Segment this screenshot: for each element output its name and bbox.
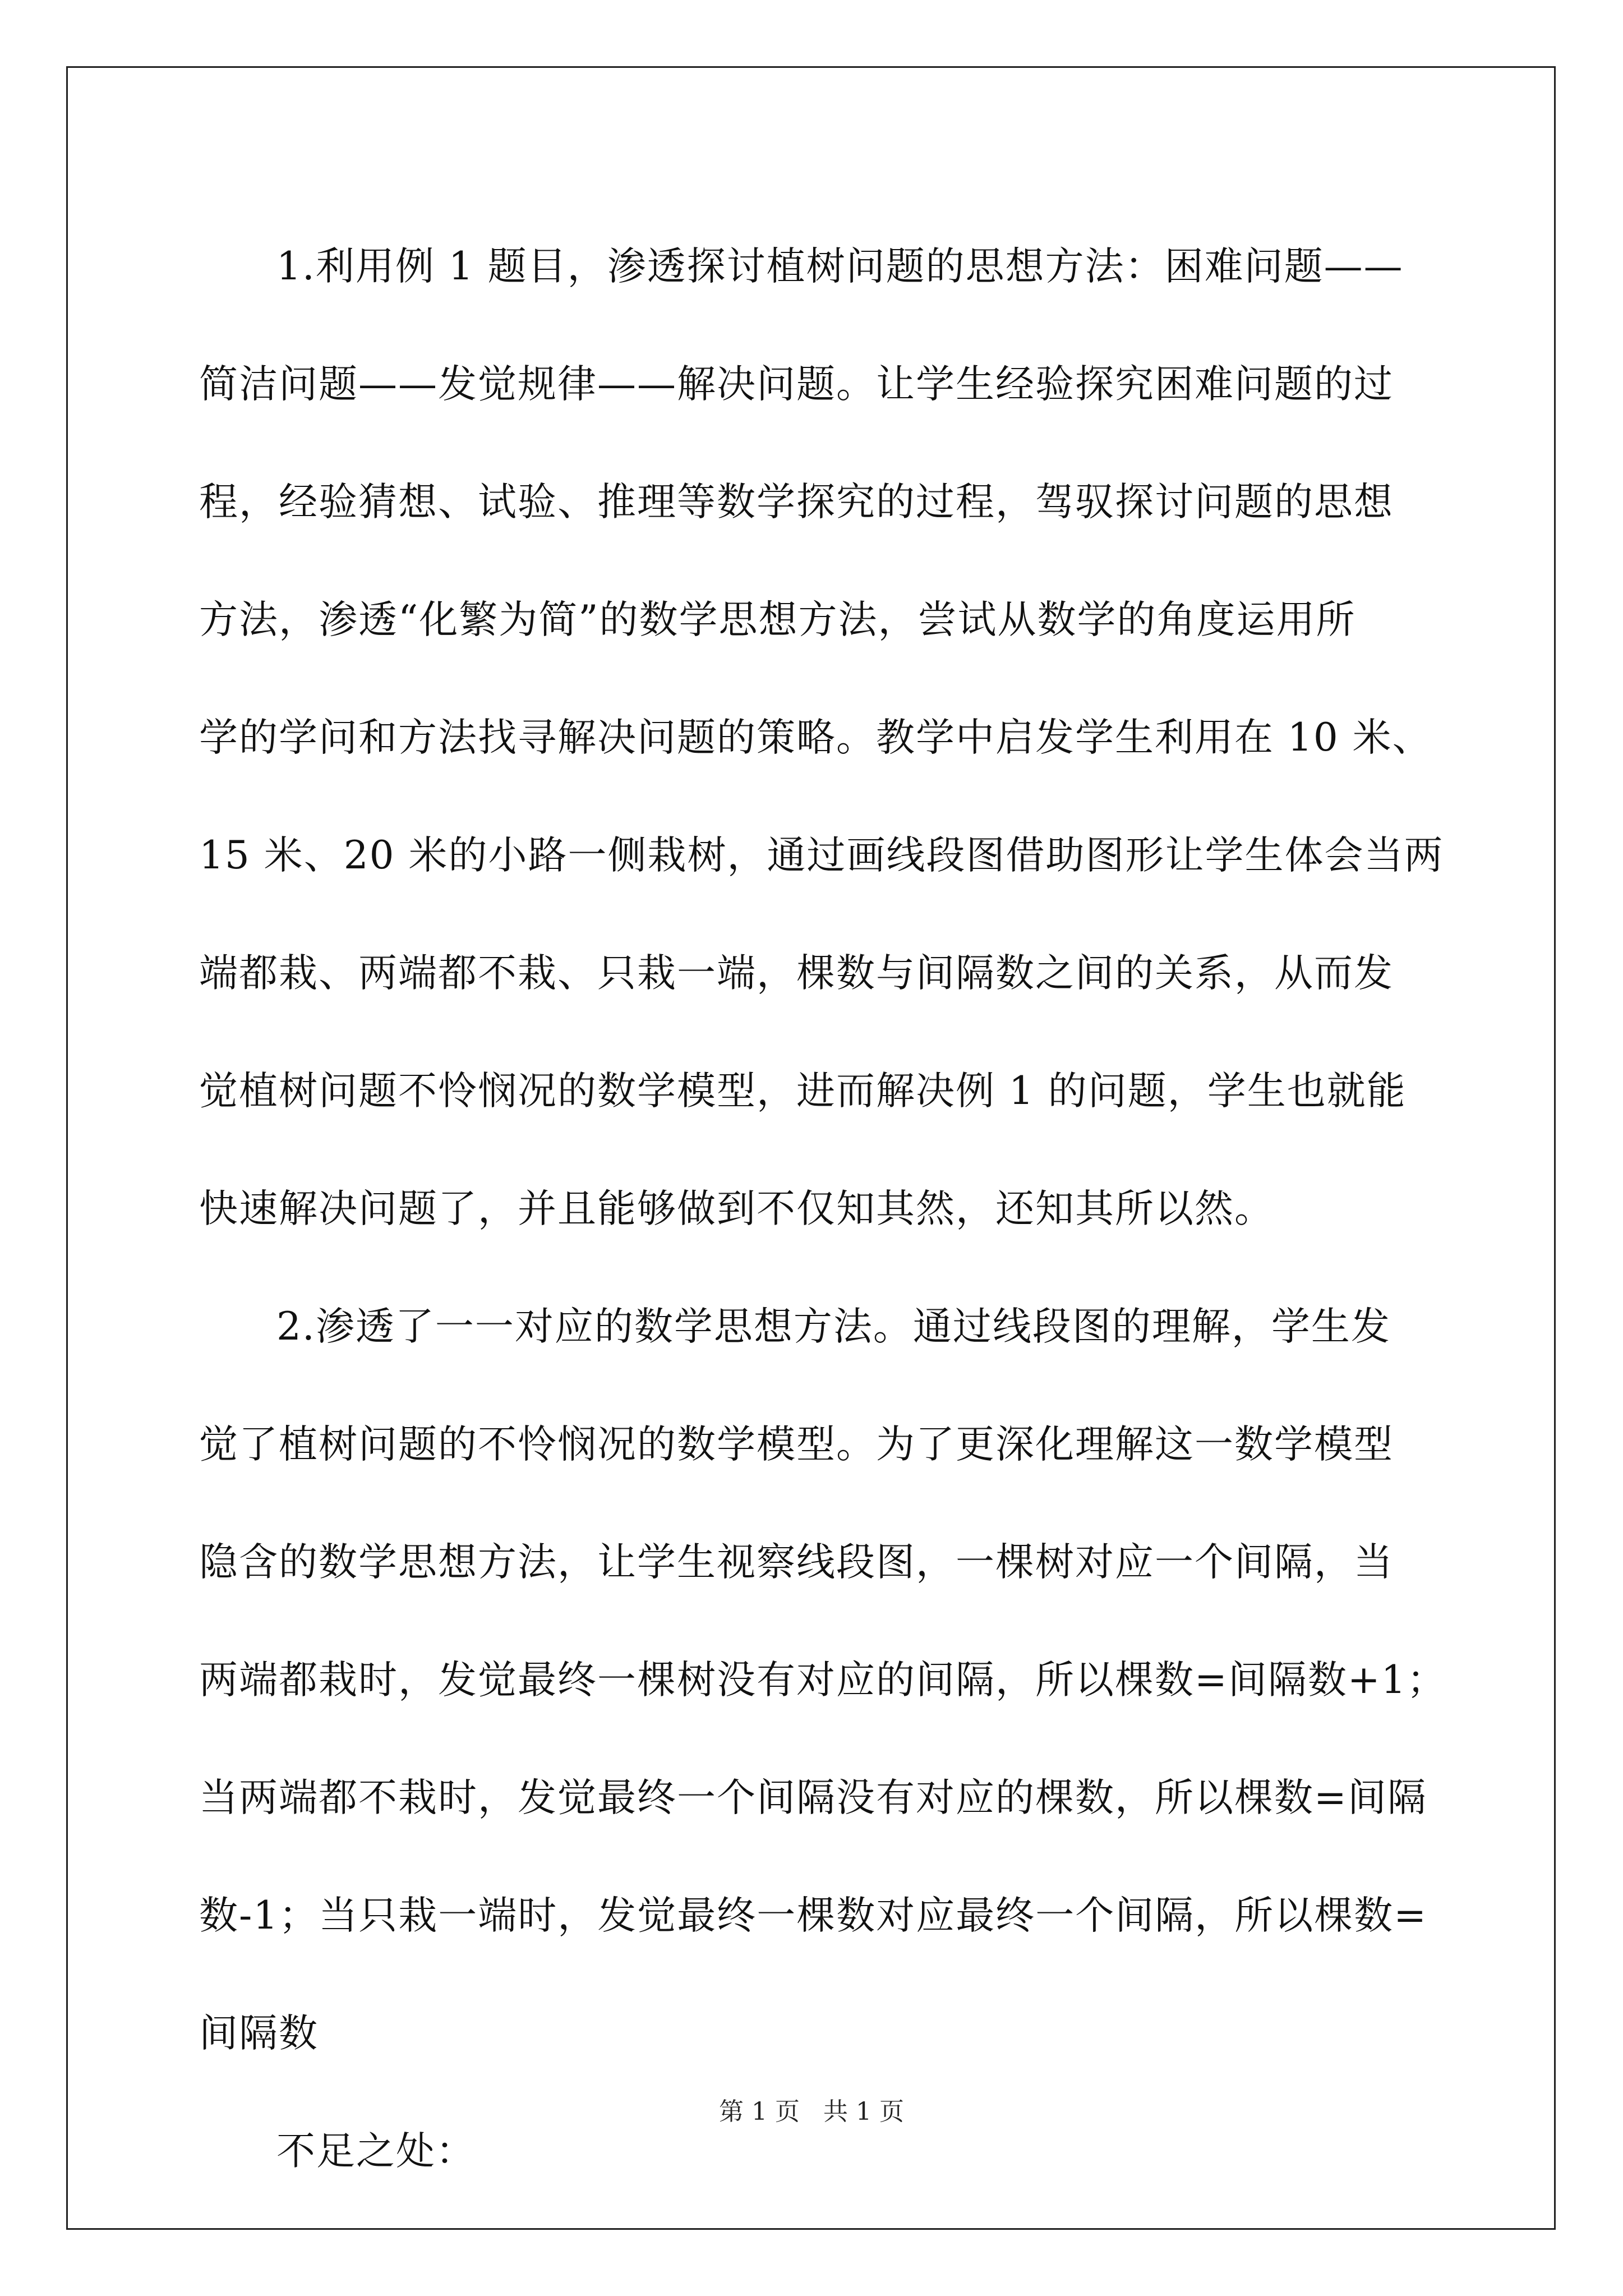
section-heading-shortcomings: 不足之处： bbox=[276, 2129, 476, 2174]
paragraph-1-line-4: 方法，渗透“化繁为简”的数学思想方法，尝试从数学的角度运用所 bbox=[199, 597, 1356, 642]
paragraph-2-line-3: 隐含的数学思想方法，让学生视察线段图，一棵树对应一个间隔，当 bbox=[199, 1540, 1394, 1585]
paragraph-1-line-3: 程，经验猜想、试验、推理等数学探究的过程，驾驭探讨问题的思想 bbox=[199, 480, 1394, 524]
paragraph-2-line-6: 数-1；当只栽一端时，发觉最终一棵数对应最终一个间隔，所以棵数= bbox=[199, 1893, 1428, 1938]
paragraph-2-line-5: 当两端都不栽时，发觉最终一个间隔没有对应的棵数，所以棵数=间隔 bbox=[199, 1775, 1427, 1820]
paragraph-1-line-1: 1.利用例 1 题目，渗透探讨植树问题的思想方法：困难问题—— bbox=[276, 244, 1404, 289]
paragraph-2-line-7: 间隔数 bbox=[199, 2011, 319, 2056]
page-total: 共 1 页 bbox=[823, 2097, 904, 2126]
document-body bbox=[199, 208, 1447, 2210]
paragraph-1-line-2: 简洁问题——发觉规律——解决问题。让学生经验探究困难问题的过 bbox=[199, 362, 1394, 407]
paragraph-1-line-9: 快速解决问题了，并且能够做到不仅知其然，还知其所以然。 bbox=[199, 1186, 1274, 1231]
page-number: 第 1 页 bbox=[719, 2097, 800, 2126]
page-footer bbox=[0, 2095, 1623, 2129]
paragraph-2-line-4: 两端都栽时，发觉最终一棵树没有对应的间隔，所以棵数=间隔数+1； bbox=[199, 1658, 1447, 1703]
paragraph-1-line-6: 15 米、20 米的小路一侧栽树，通过画线段图借助图形让学生体会当两 bbox=[199, 833, 1444, 878]
paragraph-1-line-5: 学的学问和方法找寻解决问题的策略。教学中启发学生利用在 10 米、 bbox=[199, 715, 1432, 760]
paragraph-1-line-8: 觉植树问题不怜悯况的数学模型，进而解决例 1 的问题，学生也就能 bbox=[199, 1069, 1407, 1114]
paragraph-2-line-2: 觉了植树问题的不怜悯况的数学模型。为了更深化理解这一数学模型 bbox=[199, 1422, 1394, 1467]
paragraph-1-line-7: 端都栽、两端都不栽、只栽一端，棵数与间隔数之间的关系，从而发 bbox=[199, 951, 1394, 996]
paragraph-2-line-1: 2.渗透了一一对应的数学思想方法。通过线段图的理解，学生发 bbox=[276, 1304, 1391, 1349]
